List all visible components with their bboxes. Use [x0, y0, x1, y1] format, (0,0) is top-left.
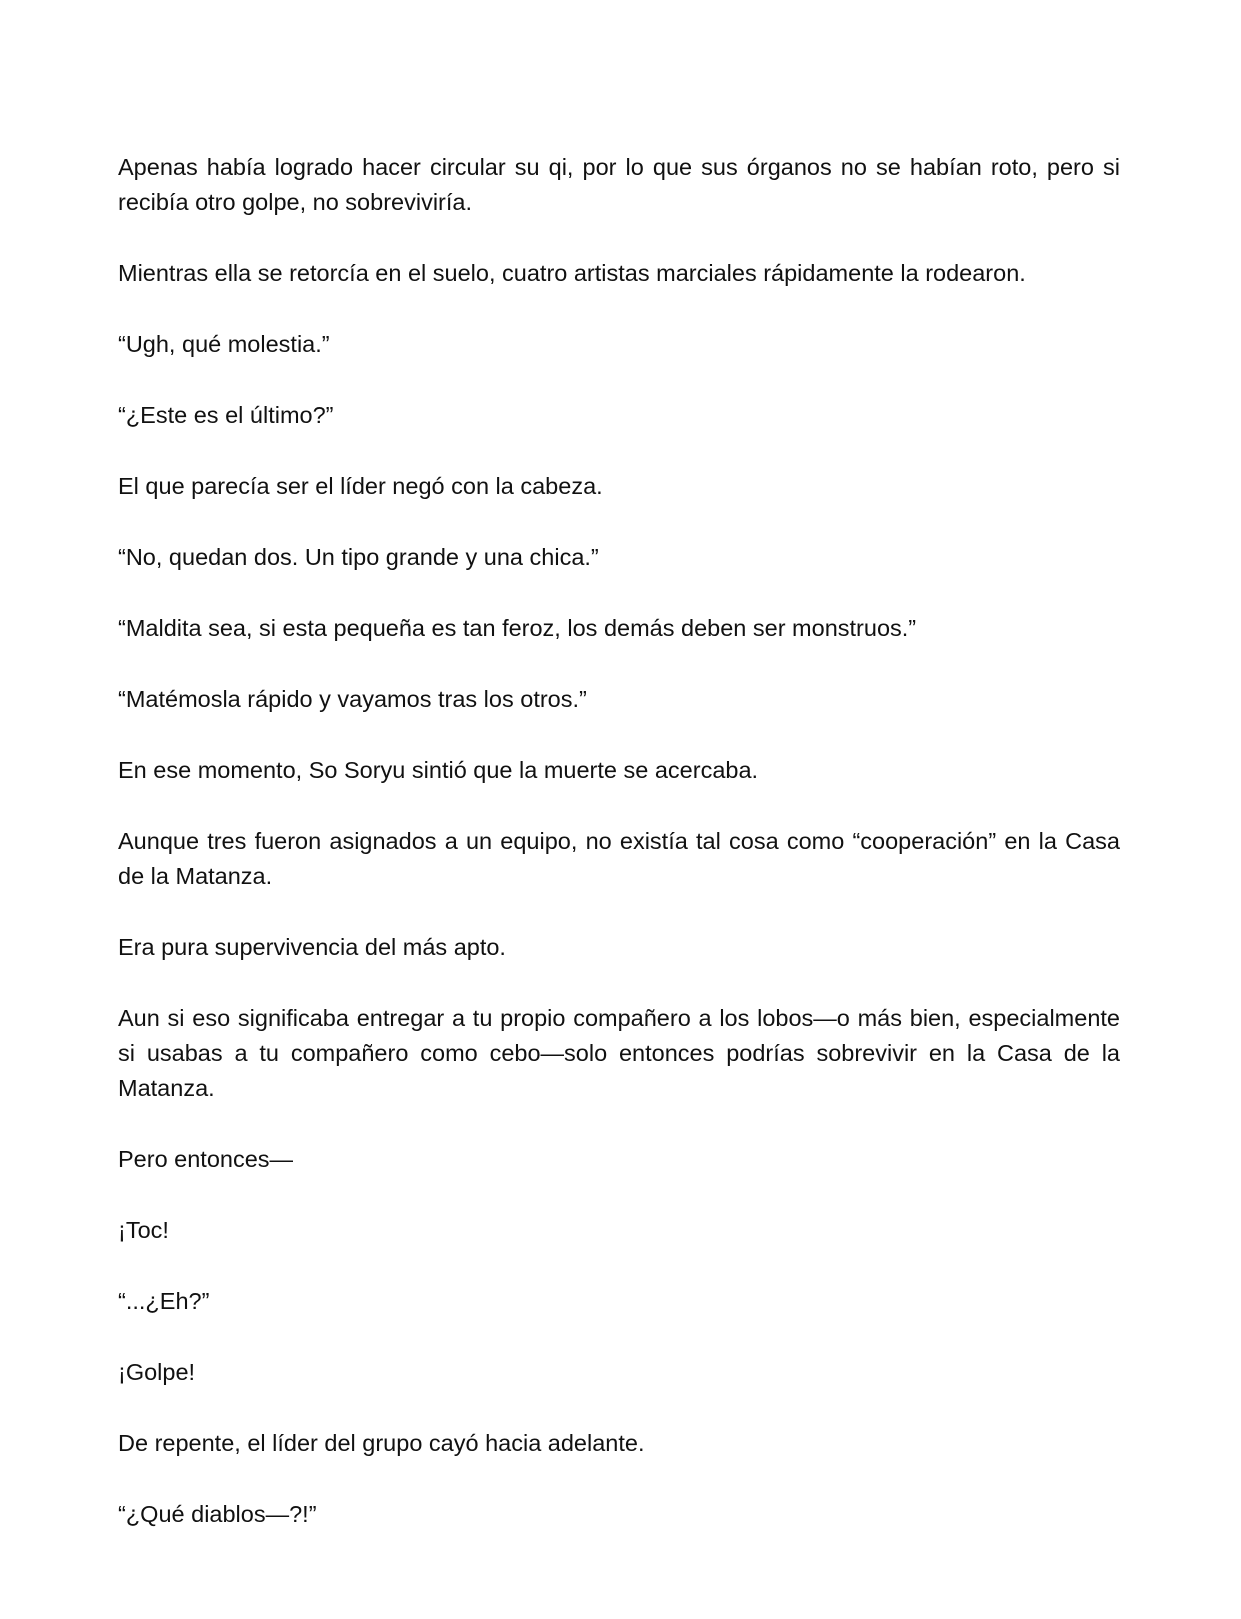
paragraph-5: El que parecía ser el líder negó con la cabeza.: [118, 473, 603, 499]
paragraph-15: “...¿Eh?”: [118, 1288, 210, 1314]
paragraph-13: Pero entonces—: [118, 1146, 294, 1172]
paragraph-9: En ese momento, So Soryu sintió que la muerte se acercaba.: [118, 757, 759, 783]
paragraph-3: “Ugh, qué molestia.”: [118, 331, 330, 357]
paragraph-1: Apenas había logrado hacer circular su qi, por lo que sus órganos no se habían roto, pero si recibía otro golpe, no sobreviviría.: [118, 154, 1120, 215]
paragraph-17: De repente, el líder del grupo cayó hacia adelante.: [118, 1430, 645, 1456]
paragraph-16: ¡Golpe!: [118, 1359, 196, 1385]
text-body: [118, 150, 1120, 1568]
paragraph-2: Mientras ella se retorcía en el suelo, cuatro artistas marciales rápidamente la rodearon.: [118, 260, 1026, 286]
paragraph-10: Aunque tres fueron asignados a un equipo, no existía tal cosa como “cooperación” en la Casa de la Matanza.: [118, 828, 1120, 889]
paragraph-8: “Matémosla rápido y vayamos tras los otros.”: [118, 686, 587, 712]
paragraph-11: Era pura supervivencia del más apto.: [118, 934, 506, 960]
paragraph-14: ¡Toc!: [118, 1217, 169, 1243]
paragraph-18: “¿Qué diablos—?!”: [118, 1501, 317, 1527]
paragraph-4: “¿Este es el último?”: [118, 402, 334, 428]
paragraph-7: “Maldita sea, si esta pequeña es tan feroz, los demás deben ser monstruos.”: [118, 615, 917, 641]
paragraph-6: “No, quedan dos. Un tipo grande y una chica.”: [118, 544, 599, 570]
paragraph-12: Aun si eso significaba entregar a tu propio compañero a los lobos—o más bien, especialmente si usabas a tu compañero como cebo—solo entonces podrías sobrevivir en la Casa de la Matanza.: [118, 1005, 1120, 1101]
